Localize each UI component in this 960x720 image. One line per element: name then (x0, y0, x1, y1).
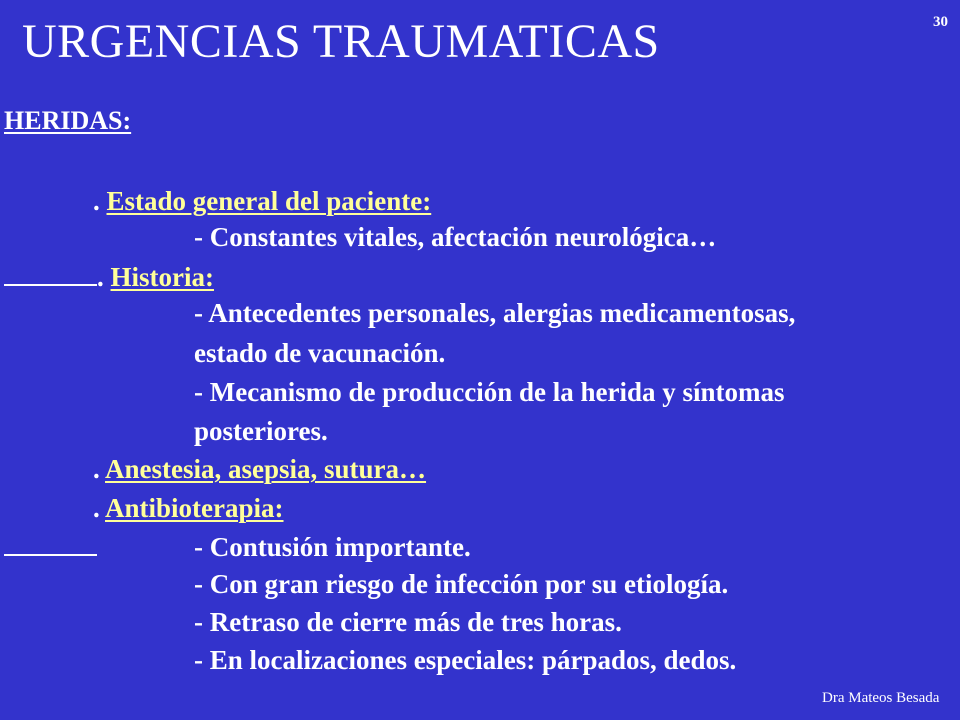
antibio-detail-2: - Con gran riesgo de infección por su etiología. (194, 569, 729, 599)
antibio-detail-4: - En localizaciones especiales: párpados, dedos. (194, 645, 737, 675)
historia-detail-3: - Mecanismo de producción de la herida y síntomas (194, 377, 785, 407)
antibio-detail-1: - Contusión importante. (194, 532, 471, 562)
historia-detail-2: estado de vacunación. (194, 338, 446, 368)
anestesia-label: Anestesia, asepsia, sutura… (105, 454, 427, 484)
footer-author: Dra Mateos Besada (822, 690, 940, 706)
antibio-blank-row (4, 532, 97, 563)
page-number: 30 (933, 14, 948, 30)
antibio-label: Antibioterapia: (105, 493, 284, 523)
bullet-dot: . (93, 186, 107, 216)
estado-label: Estado general del paciente: (106, 186, 432, 216)
item-historia (4, 262, 214, 293)
bullet-dot: . (97, 262, 111, 292)
historia-detail-4: posteriores. (194, 416, 328, 446)
slide-title: URGENCIAS TRAUMATICAS (22, 15, 660, 68)
estado-detail: - Constantes vitales, afectación neurológica… (194, 222, 717, 252)
bullet-dot: . (93, 454, 106, 484)
section-heading: HERIDAS: (4, 106, 132, 135)
item-anestesia (93, 454, 426, 485)
blank-underline (4, 532, 97, 556)
bullet-dot: . (93, 493, 106, 523)
historia-label: Historia: (110, 262, 214, 292)
historia-detail-1: - Antecedentes personales, alergias medicamentosas, (194, 298, 796, 328)
item-antibioterapia (93, 493, 284, 524)
antibio-detail-3: - Retraso de cierre más de tres horas. (194, 607, 622, 637)
blank-underline (4, 262, 97, 286)
item-estado (93, 186, 431, 217)
